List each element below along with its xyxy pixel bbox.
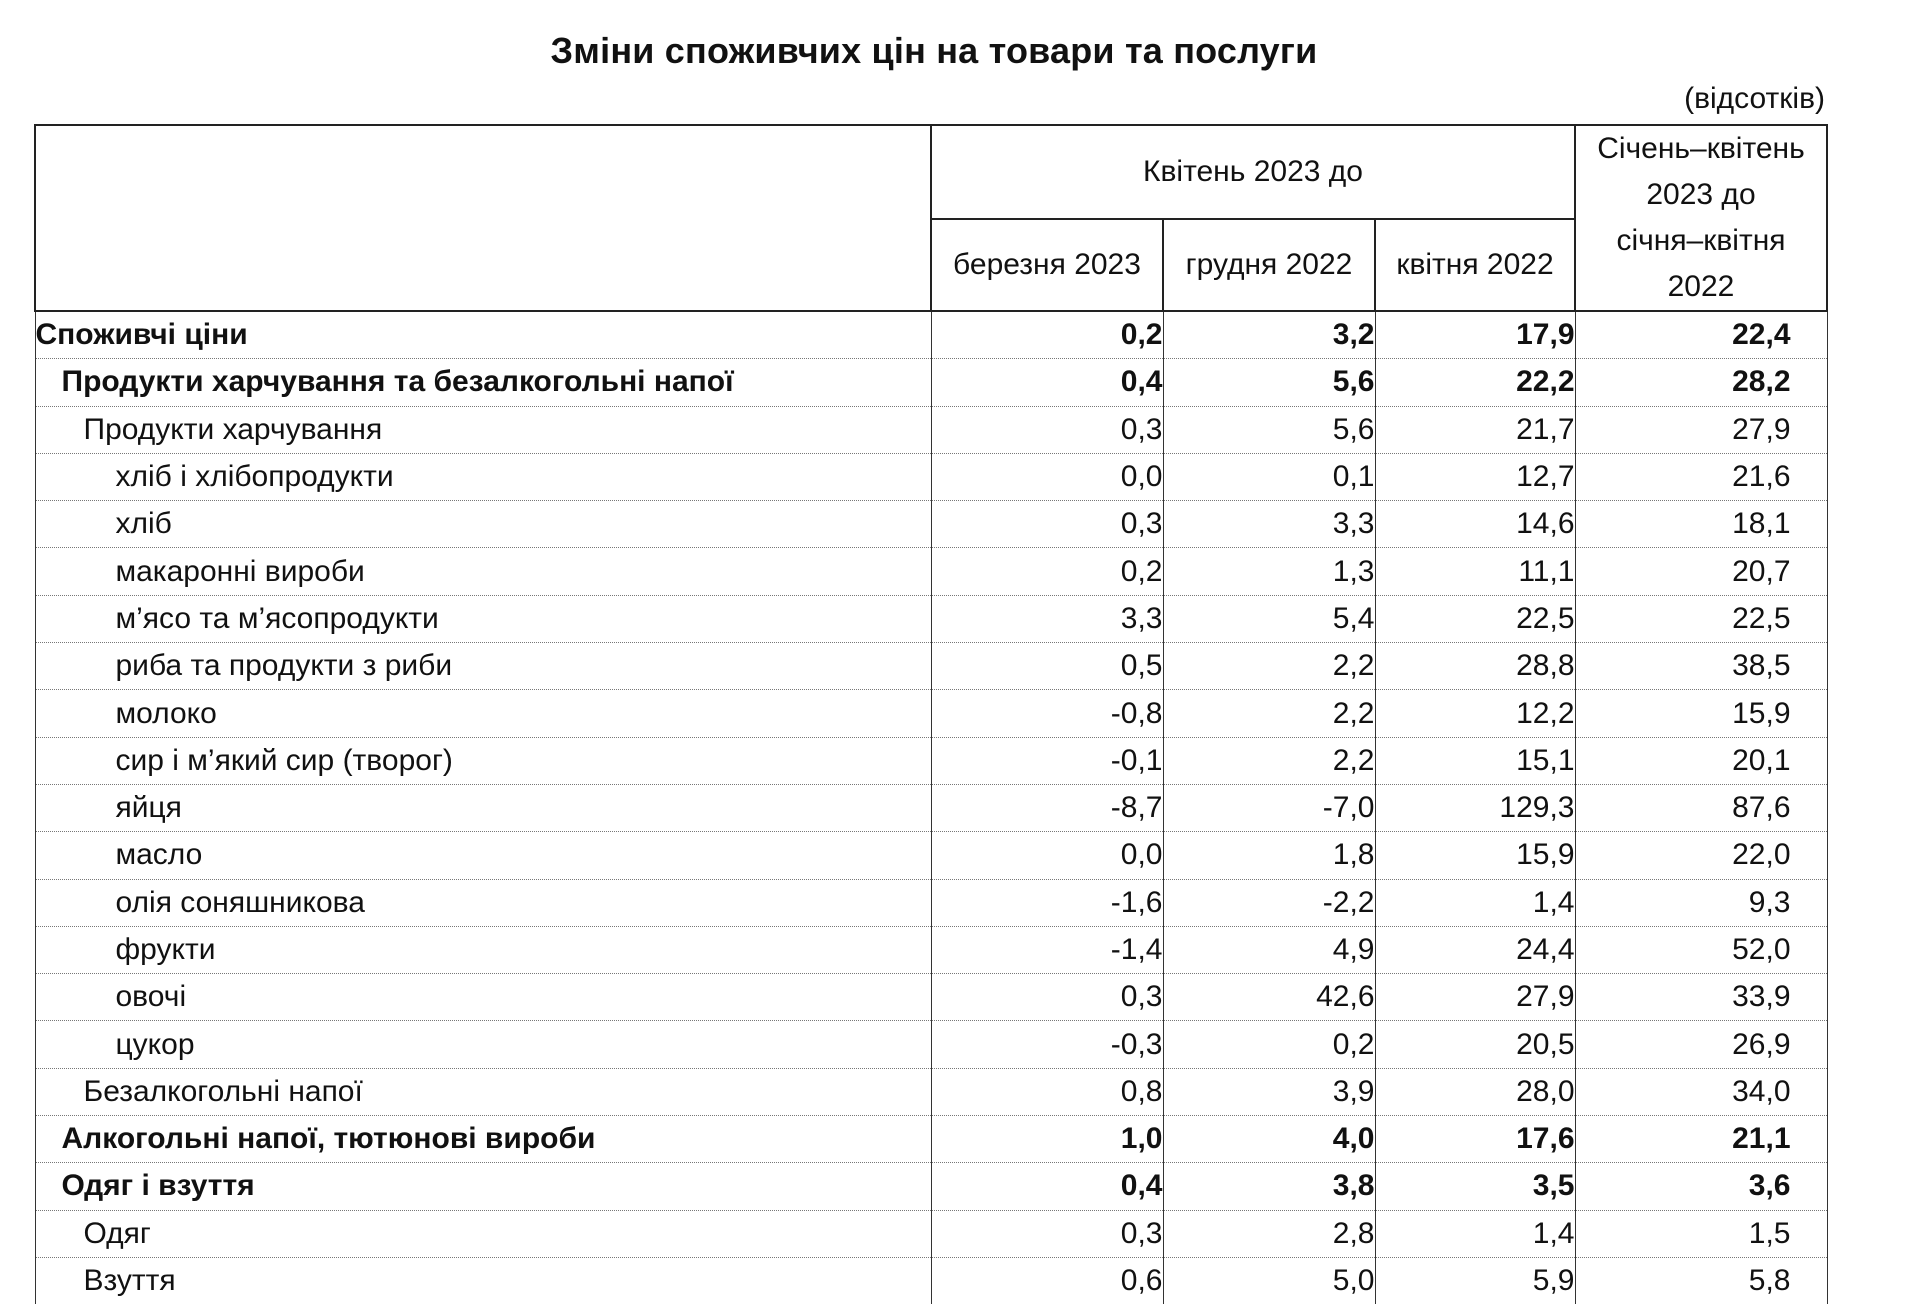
value-vs-april-2022: 22,5 — [1375, 595, 1575, 642]
value-vs-april-2022: 3,5 — [1375, 1163, 1575, 1210]
table-row — [35, 974, 1827, 1021]
header-blank-cell — [35, 125, 931, 311]
value-jan-apr: 52,0 — [1575, 926, 1827, 973]
value-vs-march-2023: -0,1 — [931, 737, 1163, 784]
value-vs-april-2022: 17,6 — [1375, 1116, 1575, 1163]
value-vs-december-2022: 3,8 — [1163, 1163, 1375, 1210]
row-label: Споживчі ціни — [35, 311, 931, 359]
value-jan-apr: 27,9 — [1575, 406, 1827, 453]
table-row — [35, 832, 1827, 879]
row-label: фрукти — [35, 926, 931, 973]
row-label: м’ясо та м’ясопродукти — [35, 595, 931, 642]
header-col-december-2022: грудня 2022 — [1163, 219, 1375, 312]
value-vs-april-2022: 1,4 — [1375, 1210, 1575, 1257]
value-jan-apr: 5,8 — [1575, 1257, 1827, 1304]
value-vs-december-2022: 0,1 — [1163, 453, 1375, 500]
header-jan-apr-line: січня–квітня — [1616, 224, 1786, 257]
value-vs-april-2022: 12,7 — [1375, 453, 1575, 500]
row-label: Продукти харчування — [35, 406, 931, 453]
value-vs-march-2023: -0,3 — [931, 1021, 1163, 1068]
value-vs-april-2022: 1,4 — [1375, 879, 1575, 926]
value-vs-march-2023: 0,5 — [931, 643, 1163, 690]
value-vs-march-2023: 0,2 — [931, 311, 1163, 359]
value-vs-december-2022: 3,2 — [1163, 311, 1375, 359]
value-vs-march-2023: -1,6 — [931, 879, 1163, 926]
page-title: Зміни споживчих цін на товари та послуги — [550, 30, 1318, 71]
value-vs-december-2022: 3,9 — [1163, 1068, 1375, 1115]
row-label: Взуття — [35, 1257, 931, 1304]
value-vs-december-2022: 5,6 — [1163, 406, 1375, 453]
value-vs-december-2022: 2,2 — [1163, 737, 1375, 784]
table-row — [35, 1163, 1827, 1210]
value-vs-december-2022: 4,0 — [1163, 1116, 1375, 1163]
header-col-march-2023: березня 2023 — [931, 219, 1163, 312]
value-vs-march-2023: 0,0 — [931, 832, 1163, 879]
value-vs-december-2022: 1,8 — [1163, 832, 1375, 879]
header-jan-apr-line: 2022 — [1667, 270, 1735, 303]
row-label: молоко — [35, 690, 931, 737]
header-group-april: Квітень 2023 до — [931, 125, 1575, 219]
value-vs-december-2022: 1,3 — [1163, 548, 1375, 595]
table-header — [35, 125, 1827, 311]
row-label: Алкогольні напої, тютюнові вироби — [35, 1116, 931, 1163]
table-row — [35, 1210, 1827, 1257]
table-row — [35, 1116, 1827, 1163]
value-vs-december-2022: 2,8 — [1163, 1210, 1375, 1257]
value-vs-march-2023: -1,4 — [931, 926, 1163, 973]
table-row — [35, 784, 1827, 831]
value-jan-apr: 26,9 — [1575, 1021, 1827, 1068]
table-body — [35, 311, 1827, 1304]
value-vs-march-2023: 0,3 — [931, 501, 1163, 548]
value-jan-apr: 18,1 — [1575, 501, 1827, 548]
value-vs-april-2022: 129,3 — [1375, 784, 1575, 831]
row-label: олія соняшникова — [35, 879, 931, 926]
row-label: Безалкогольні напої — [35, 1068, 931, 1115]
table-row — [35, 1257, 1827, 1304]
table-row — [35, 1068, 1827, 1115]
row-label: сир і м’який сир (творог) — [35, 737, 931, 784]
value-vs-april-2022: 14,6 — [1375, 501, 1575, 548]
row-label: хліб і хлібопродукти — [35, 453, 931, 500]
value-jan-apr: 38,5 — [1575, 643, 1827, 690]
value-vs-april-2022: 17,9 — [1375, 311, 1575, 359]
value-jan-apr: 22,0 — [1575, 832, 1827, 879]
table-row — [35, 737, 1827, 784]
value-jan-apr: 15,9 — [1575, 690, 1827, 737]
value-vs-december-2022: 5,0 — [1163, 1257, 1375, 1304]
header-col-april-2022: квітня 2022 — [1375, 219, 1575, 312]
value-vs-march-2023: 0,8 — [931, 1068, 1163, 1115]
value-vs-march-2023: 1,0 — [931, 1116, 1163, 1163]
value-vs-april-2022: 20,5 — [1375, 1021, 1575, 1068]
table-row — [35, 406, 1827, 453]
value-vs-december-2022: 0,2 — [1163, 1021, 1375, 1068]
value-vs-march-2023: -0,8 — [931, 690, 1163, 737]
value-vs-december-2022: 2,2 — [1163, 690, 1375, 737]
row-label: макаронні вироби — [35, 548, 931, 595]
value-vs-april-2022: 28,0 — [1375, 1068, 1575, 1115]
value-jan-apr: 20,1 — [1575, 737, 1827, 784]
value-vs-april-2022: 15,9 — [1375, 832, 1575, 879]
value-vs-march-2023: -8,7 — [931, 784, 1163, 831]
value-vs-april-2022: 24,4 — [1375, 926, 1575, 973]
value-jan-apr: 9,3 — [1575, 879, 1827, 926]
table-row — [35, 311, 1827, 359]
row-label: масло — [35, 832, 931, 879]
value-vs-december-2022: -7,0 — [1163, 784, 1375, 831]
value-jan-apr: 22,5 — [1575, 595, 1827, 642]
value-jan-apr: 28,2 — [1575, 359, 1827, 406]
value-vs-march-2023: 0,3 — [931, 974, 1163, 1021]
table-row — [35, 595, 1827, 642]
table-row — [35, 359, 1827, 406]
value-jan-apr: 33,9 — [1575, 974, 1827, 1021]
value-jan-apr: 87,6 — [1575, 784, 1827, 831]
table-row — [35, 548, 1827, 595]
value-vs-april-2022: 21,7 — [1375, 406, 1575, 453]
header-jan-apr — [1575, 125, 1827, 311]
header-jan-apr-line: 2023 до — [1646, 178, 1756, 211]
table-row — [35, 1021, 1827, 1068]
value-vs-december-2022: 4,9 — [1163, 926, 1375, 973]
row-label: яйця — [35, 784, 931, 831]
row-label: Одяг — [35, 1210, 931, 1257]
value-vs-march-2023: 0,4 — [931, 359, 1163, 406]
row-label: риба та продукти з риби — [35, 643, 931, 690]
value-jan-apr: 21,1 — [1575, 1116, 1827, 1163]
value-vs-april-2022: 12,2 — [1375, 690, 1575, 737]
units-note: (відсотків) — [1684, 82, 1825, 115]
value-vs-december-2022: 42,6 — [1163, 974, 1375, 1021]
value-jan-apr: 34,0 — [1575, 1068, 1827, 1115]
value-jan-apr: 20,7 — [1575, 548, 1827, 595]
value-vs-december-2022: 2,2 — [1163, 643, 1375, 690]
value-vs-april-2022: 22,2 — [1375, 359, 1575, 406]
table-row — [35, 453, 1827, 500]
value-vs-march-2023: 0,6 — [931, 1257, 1163, 1304]
value-vs-december-2022: 5,6 — [1163, 359, 1375, 406]
value-vs-april-2022: 5,9 — [1375, 1257, 1575, 1304]
table-row — [35, 501, 1827, 548]
table-row — [35, 879, 1827, 926]
value-vs-december-2022: -2,2 — [1163, 879, 1375, 926]
value-jan-apr: 3,6 — [1575, 1163, 1827, 1210]
value-vs-april-2022: 28,8 — [1375, 643, 1575, 690]
value-jan-apr: 1,5 — [1575, 1210, 1827, 1257]
value-jan-apr: 21,6 — [1575, 453, 1827, 500]
value-vs-march-2023: 0,4 — [931, 1163, 1163, 1210]
value-vs-march-2023: 0,3 — [931, 406, 1163, 453]
table-row — [35, 926, 1827, 973]
row-label: Одяг і взуття — [35, 1163, 931, 1210]
row-label: овочі — [35, 974, 931, 1021]
value-vs-december-2022: 5,4 — [1163, 595, 1375, 642]
table-row — [35, 643, 1827, 690]
row-label: хліб — [35, 501, 931, 548]
value-vs-december-2022: 3,3 — [1163, 501, 1375, 548]
row-label: цукор — [35, 1021, 931, 1068]
value-vs-april-2022: 15,1 — [1375, 737, 1575, 784]
value-vs-march-2023: 0,3 — [931, 1210, 1163, 1257]
row-label: Продукти харчування та безалкогольні напої — [35, 359, 931, 406]
value-vs-april-2022: 11,1 — [1375, 548, 1575, 595]
value-vs-march-2023: 0,0 — [931, 453, 1163, 500]
price-changes-table — [34, 124, 1828, 1304]
header-jan-apr-line: Січень–квітень — [1597, 132, 1805, 165]
value-jan-apr: 22,4 — [1575, 311, 1827, 359]
value-vs-april-2022: 27,9 — [1375, 974, 1575, 1021]
table-row — [35, 690, 1827, 737]
value-vs-march-2023: 3,3 — [931, 595, 1163, 642]
value-vs-march-2023: 0,2 — [931, 548, 1163, 595]
